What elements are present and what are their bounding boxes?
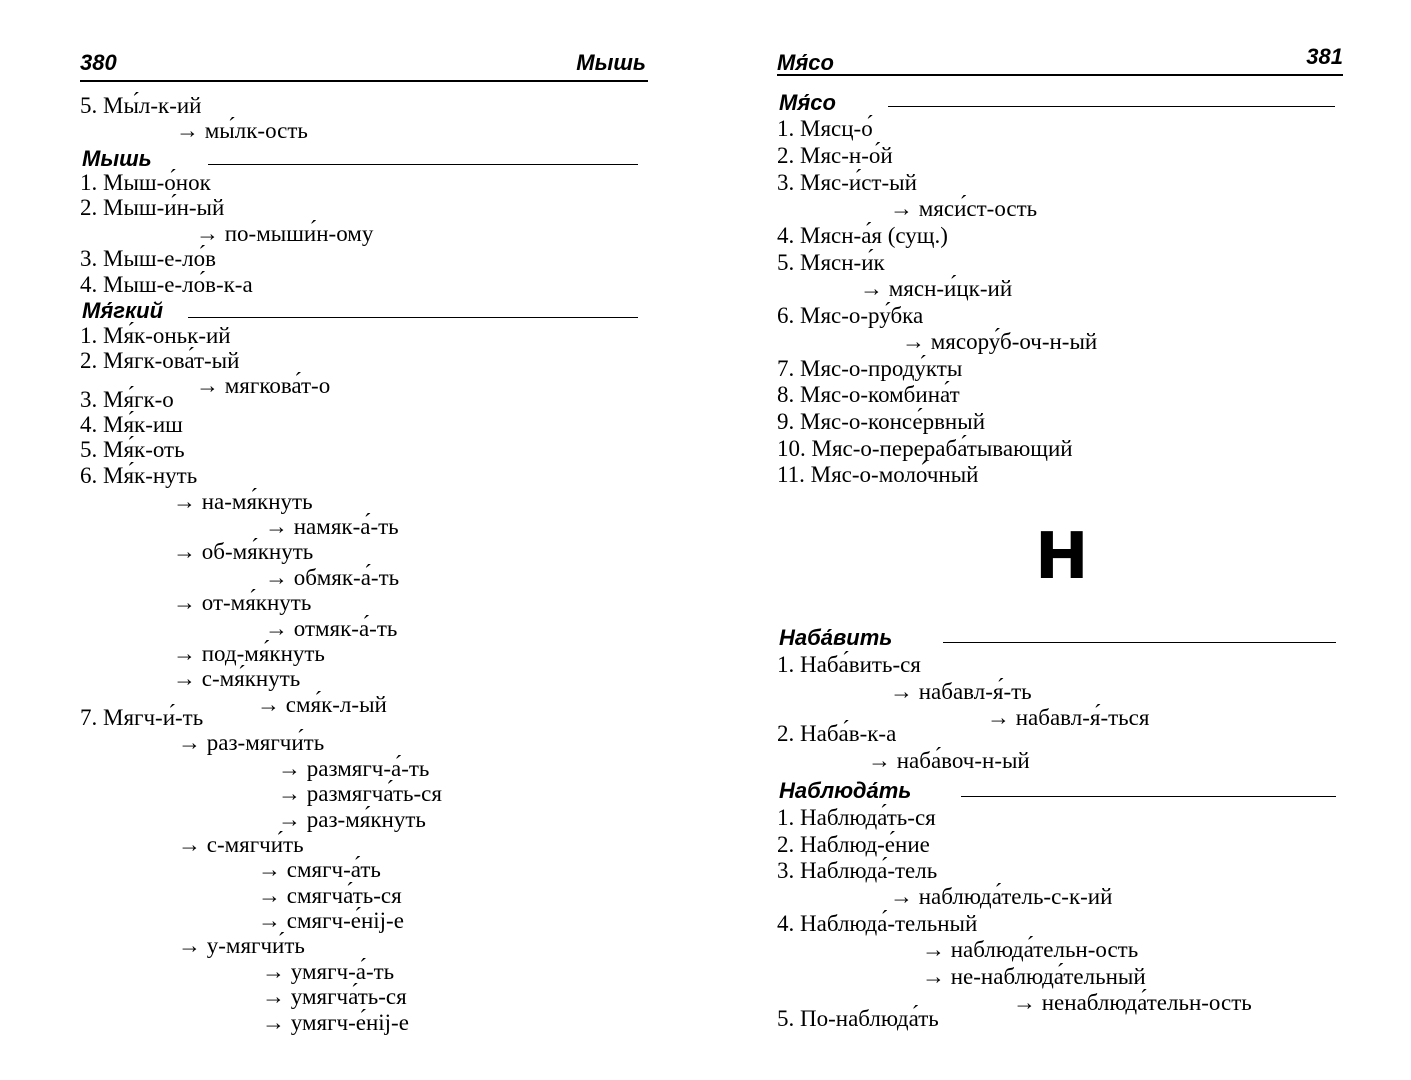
derivation-line: → от-мя́кнуть (173, 590, 312, 615)
list-item: 6. Мяс-о-ру́бка (777, 303, 924, 328)
derivation-line: → мягкова́т-о (196, 373, 331, 398)
list-item: 2. Мыш-и́н-ый (80, 195, 225, 220)
entry-headword: Наба́вить (779, 625, 893, 650)
page-number: 381 (1306, 44, 1343, 69)
derivation-line: → смягч-а́ть (258, 857, 381, 882)
page-number: 380 (80, 50, 117, 75)
derivation-line: → мясору́б-оч-н-ый (902, 329, 1098, 354)
list-item: 5. По-наблюда́ть (777, 1006, 939, 1031)
right-page (705, 0, 1411, 1080)
list-item: 2. Наба́в-к-а (777, 721, 897, 746)
list-item: 4. Наблюда́-тельный (777, 911, 978, 936)
derivation-line: → наба́воч-н-ый (868, 748, 1030, 773)
derivation-line: → обмяк-а́-ть (265, 565, 400, 590)
derivation-line: → смя́к-л-ый (257, 692, 387, 717)
list-item: 4. Мясн-а́я (сущ.) (777, 223, 948, 248)
derivation-line: → набавл-я́-ть (890, 679, 1032, 704)
list-item: 2. Наблюд-е́ние (777, 832, 930, 857)
derivation-line: → об-мя́кнуть (173, 539, 314, 564)
left-page (0, 0, 705, 1080)
list-item: 9. Мяс-о-консе́рвный (777, 409, 985, 434)
list-item: 7. Мяс-о-проду́кты (777, 356, 963, 381)
derivation-line: → на-мя́кнуть (173, 489, 313, 514)
left-running-head (80, 44, 650, 80)
derivation-line: → раз-мягчи́ть (178, 730, 325, 755)
derivation-line: → с-мя́кнуть (173, 666, 301, 691)
entry-rule (208, 164, 638, 165)
derivation-line: → раз-мя́кнуть (278, 807, 426, 832)
derivation-line: → мы́лк-ость (176, 118, 308, 143)
list-item: 3. Наблюда́-тель (777, 858, 938, 883)
list-item: 2. Мягк-ова́т-ый (80, 348, 240, 373)
entry-headword: Мышь (82, 146, 152, 171)
list-item: 1. Мыш-о́нок (80, 170, 211, 195)
derivation-line: → намяк-а́-ть (265, 514, 399, 539)
derivation-line: → размягч-а́-ть (278, 756, 430, 781)
list-item: 4. Мыш-е-ло́в-к-а (80, 272, 253, 297)
derivation-line: → не-наблюда́тельный (922, 964, 1146, 989)
derivation-line: → умягча́ть-ся (262, 984, 407, 1009)
list-item: 5. Мясн-и́к (777, 250, 885, 275)
list-item: 1. Мя́к-оньк-ий (80, 323, 231, 348)
entry-headword: Мя́гкий (82, 298, 164, 323)
header-rule (80, 80, 648, 82)
derivation-line: → умягч-е́нij-е (262, 1010, 409, 1035)
section-letter: Н (1035, 520, 1089, 594)
derivation-line: → наблюда́тель-с-к-ий (890, 884, 1113, 909)
derivation-line: → с-мягчи́ть (178, 832, 304, 857)
derivation-line: → набавл-я́-ться (987, 705, 1150, 730)
list-item: 3. Мыш-е-ло́в (80, 246, 216, 271)
entry-headword: Наблюда́ть (779, 778, 912, 803)
derivation-line: → отмяк-а́-ть (265, 616, 398, 641)
list-item: 4. Мя́к-иш (80, 412, 183, 437)
list-item: 8. Мяс-о-комбина́т (777, 382, 960, 407)
derivation-line: → мясн-и́цк-ий (860, 276, 1013, 301)
list-item: 11. Мяс-о-моло́чный (777, 462, 979, 487)
guide-word: Мышь (576, 50, 646, 75)
entry-rule (943, 642, 1336, 643)
entry-rule (188, 317, 638, 318)
list-item: 3. Мя́гк-о (80, 387, 174, 412)
list-item: 10. Мяс-о-перераба́тывающий (777, 436, 1073, 461)
derivation-line: → умягч-а́-ть (262, 959, 395, 984)
entry-headword: Мя́со (779, 90, 836, 115)
list-item: 3. Мяс-и́ст-ый (777, 170, 917, 195)
header-rule (777, 74, 1343, 76)
derivation-line: → размягча́ть-ся (278, 781, 442, 806)
derivation-line: → ненаблюда́тельн-ость (1013, 990, 1252, 1015)
entry-rule (961, 796, 1336, 797)
list-item: 1. Наблюда́ть-ся (777, 805, 936, 830)
derivation-line: → смягча́ть-ся (258, 883, 402, 908)
list-item: 1. Наба́вить-ся (777, 652, 921, 677)
list-item: 2. Мяс-н-о́й (777, 143, 893, 168)
derivation-line: → мяси́ст-ость (890, 196, 1038, 221)
list-item: 7. Мягч-и́-ть (80, 705, 204, 730)
list-item: 1. Мясц-о́ (777, 116, 873, 141)
derivation-line: → наблюда́тельн-ость (922, 937, 1139, 962)
guide-word: Мя́со (777, 50, 834, 75)
list-item: 5. Мы́л-к-ий (80, 93, 202, 118)
derivation-line: → у-мягчи́ть (178, 933, 305, 958)
derivation-line: → смягч-е́нij-е (258, 908, 404, 933)
list-item: 6. Мя́к-нуть (80, 463, 198, 488)
entry-rule (888, 106, 1335, 107)
derivation-line: → по-мыши́н-ому (196, 221, 374, 246)
derivation-line: → под-мя́кнуть (173, 641, 325, 666)
list-item: 5. Мя́к-оть (80, 437, 185, 462)
